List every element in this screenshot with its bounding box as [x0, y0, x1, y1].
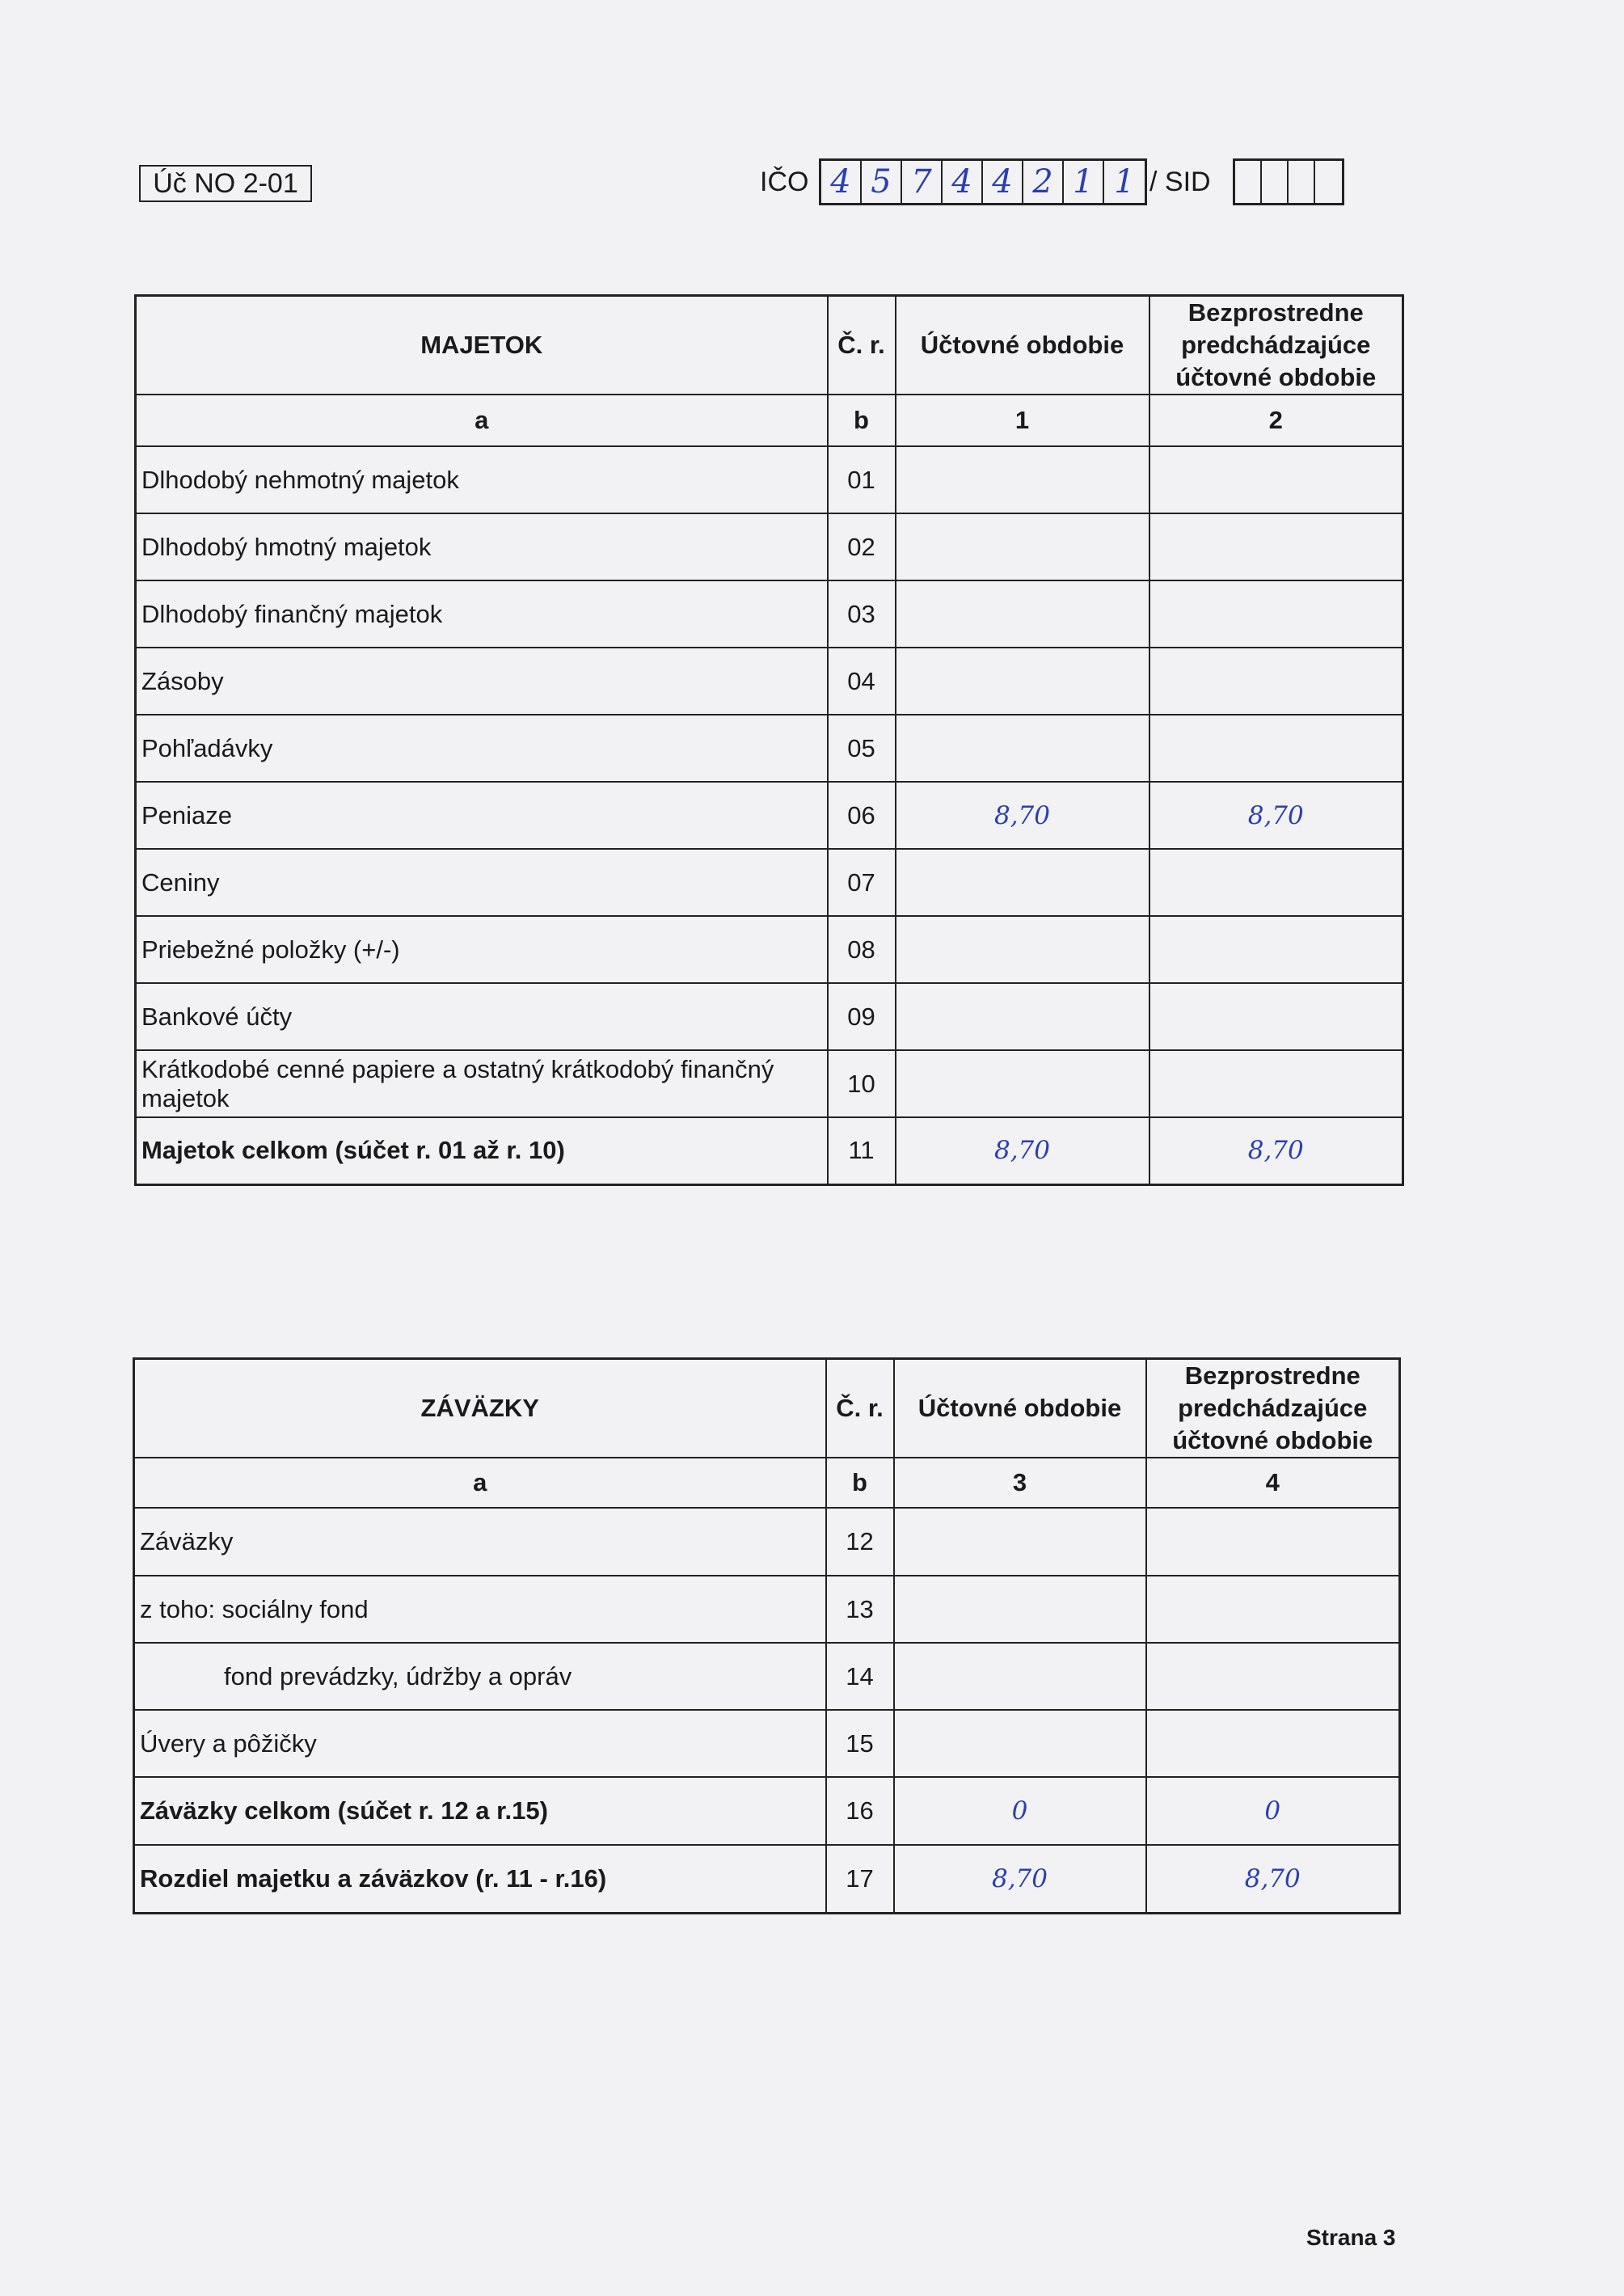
current-period-cell[interactable] [894, 1576, 1146, 1643]
current-period-cell[interactable]: 8,70 [894, 1845, 1146, 1913]
row-number: 10 [828, 1050, 896, 1117]
table-row [134, 1508, 1400, 1576]
table-row [134, 1643, 1400, 1710]
sid-digit[interactable] [1235, 161, 1262, 203]
assets-table [134, 294, 1404, 1186]
row-label: Zásoby [136, 648, 828, 715]
row-label: Rozdiel majetku a záväzkov (r. 11 - r.16) [134, 1845, 826, 1913]
row-number: 02 [828, 513, 896, 580]
col-code-row-no: b [826, 1458, 894, 1508]
current-period-cell[interactable] [894, 1643, 1146, 1710]
row-label: Ceniny [136, 849, 828, 916]
row-label: Úvery a pôžičky [134, 1710, 826, 1777]
table-row [136, 983, 1403, 1050]
ico-digit[interactable]: 5 [862, 161, 902, 203]
table-row [136, 446, 1403, 513]
row-label: z toho: sociálny fond [134, 1576, 826, 1643]
previous-period-cell[interactable] [1146, 1643, 1400, 1710]
row-label: Dlhodobý nehmotný majetok [136, 446, 828, 513]
page-number: Strana 3 [1306, 2225, 1396, 2250]
table-row-total [134, 1777, 1400, 1845]
row-number: 16 [826, 1777, 894, 1845]
current-period-cell[interactable] [894, 1508, 1146, 1576]
current-period-cell[interactable] [896, 983, 1149, 1050]
row-label: Priebežné položky (+/-) [136, 916, 828, 983]
col-header-label: ZÁVÄZKY [134, 1359, 826, 1458]
table-row [136, 782, 1403, 849]
row-number: 14 [826, 1643, 894, 1710]
previous-period-cell[interactable] [1146, 1508, 1400, 1576]
previous-period-cell[interactable] [1149, 580, 1403, 648]
previous-period-cell[interactable]: 8,70 [1149, 782, 1403, 849]
row-label: fond prevádzky, údržby a opráv [134, 1643, 826, 1710]
previous-period-cell[interactable] [1149, 983, 1403, 1050]
table-header-row [136, 296, 1403, 395]
ico-digit[interactable]: 2 [1023, 161, 1064, 203]
current-period-cell[interactable]: 8,70 [896, 782, 1149, 849]
row-label: Peniaze [136, 782, 828, 849]
ico-digit[interactable]: 1 [1114, 163, 1135, 200]
ico-digit[interactable]: 1 [1064, 161, 1104, 203]
current-period-cell[interactable] [896, 1050, 1149, 1117]
col-header-previous: Bezprostredne predchádzajúce účtovné obdobie [1149, 296, 1403, 395]
table-row-total [136, 1117, 1403, 1184]
current-period-cell[interactable] [896, 446, 1149, 513]
col-code-row [134, 1458, 1400, 1508]
previous-period-cell[interactable] [1149, 513, 1403, 580]
previous-period-cell[interactable]: 8,70 [1149, 1117, 1403, 1184]
previous-period-cell[interactable]: 0 [1146, 1777, 1400, 1845]
col-header-previous: Bezprostredne predchádzajúce účtovné obdobie [1146, 1359, 1400, 1458]
row-number: 01 [828, 446, 896, 513]
previous-period-cell[interactable] [1149, 849, 1403, 916]
col-header-row-no: Č. r. [828, 296, 896, 395]
sid-digit[interactable] [1315, 161, 1342, 203]
previous-period-cell[interactable] [1149, 648, 1403, 715]
table-row [136, 916, 1403, 983]
row-number: 11 [828, 1117, 896, 1184]
current-period-cell[interactable]: 8,70 [896, 1117, 1149, 1184]
previous-period-cell[interactable] [1149, 446, 1403, 513]
sid-digit[interactable] [1262, 161, 1289, 203]
table-row [136, 648, 1403, 715]
table-row [136, 849, 1403, 916]
current-period-cell[interactable] [896, 648, 1149, 715]
ico-digit[interactable]: 4 [983, 161, 1023, 203]
row-label: Krátkodobé cenné papiere a ostatný krátkodobý finančný majetok [136, 1050, 828, 1117]
row-label: Bankové účty [136, 983, 828, 1050]
current-period-cell[interactable] [896, 580, 1149, 648]
ico-digit[interactable]: 4 [943, 161, 983, 203]
table-row [134, 1710, 1400, 1777]
ico-field[interactable] [819, 158, 1147, 205]
sid-field[interactable] [1233, 158, 1344, 205]
table-row [136, 1050, 1403, 1117]
col-header-row-no: Č. r. [826, 1359, 894, 1458]
table-row [136, 513, 1403, 580]
row-number: 07 [828, 849, 896, 916]
row-number: 17 [826, 1845, 894, 1913]
previous-period-cell[interactable] [1146, 1576, 1400, 1643]
row-label: Dlhodobý hmotný majetok [136, 513, 828, 580]
col-header-label: MAJETOK [136, 296, 828, 395]
row-number: 15 [826, 1710, 894, 1777]
row-number: 09 [828, 983, 896, 1050]
row-label: Záväzky celkom (súčet r. 12 a r.15) [134, 1777, 826, 1845]
table-row-total [134, 1845, 1400, 1913]
previous-period-cell[interactable] [1146, 1710, 1400, 1777]
previous-period-cell[interactable] [1149, 916, 1403, 983]
previous-period-cell[interactable] [1149, 1050, 1403, 1117]
ico-digit[interactable]: 7 [902, 161, 943, 203]
col-code-label: a [134, 1458, 826, 1508]
row-label: Dlhodobý finančný majetok [136, 580, 828, 648]
current-period-cell[interactable] [896, 513, 1149, 580]
row-label: Majetok celkom (súčet r. 01 až r. 10) [136, 1117, 828, 1184]
current-period-cell[interactable] [894, 1710, 1146, 1777]
row-number: 05 [828, 715, 896, 782]
table-row [134, 1576, 1400, 1643]
row-number: 08 [828, 916, 896, 983]
current-period-cell[interactable] [896, 916, 1149, 983]
row-number: 03 [828, 580, 896, 648]
row-number: 12 [826, 1508, 894, 1576]
col-code-previous: 2 [1149, 395, 1403, 446]
row-label: Pohľadávky [136, 715, 828, 782]
col-code-row [136, 395, 1403, 446]
previous-period-cell[interactable]: 8,70 [1146, 1845, 1400, 1913]
current-period-cell[interactable] [896, 715, 1149, 782]
table-row [136, 715, 1403, 782]
col-code-row-no: b [828, 395, 896, 446]
row-number: 06 [828, 782, 896, 849]
ico-digit[interactable]: 4 [821, 161, 862, 203]
col-code-current: 1 [896, 395, 1149, 446]
col-header-current: Účtovné obdobie [896, 296, 1149, 395]
col-code-previous: 4 [1146, 1458, 1400, 1508]
previous-period-cell[interactable] [1149, 715, 1403, 782]
table-row [136, 580, 1403, 648]
row-number: 04 [828, 648, 896, 715]
sid-digit[interactable] [1289, 161, 1315, 203]
ico-label: IČO [760, 167, 809, 197]
row-number: 13 [826, 1576, 894, 1643]
liabilities-table [133, 1357, 1401, 1914]
col-code-label: a [136, 395, 828, 446]
form-code: Úč NO 2-01 [139, 165, 312, 202]
col-code-current: 3 [894, 1458, 1146, 1508]
current-period-cell[interactable] [896, 849, 1149, 916]
col-header-current: Účtovné obdobie [894, 1359, 1146, 1458]
table-header-row [134, 1359, 1400, 1458]
row-label: Záväzky [134, 1508, 826, 1576]
current-period-cell[interactable]: 0 [894, 1777, 1146, 1845]
sid-label: / SID [1149, 167, 1211, 197]
